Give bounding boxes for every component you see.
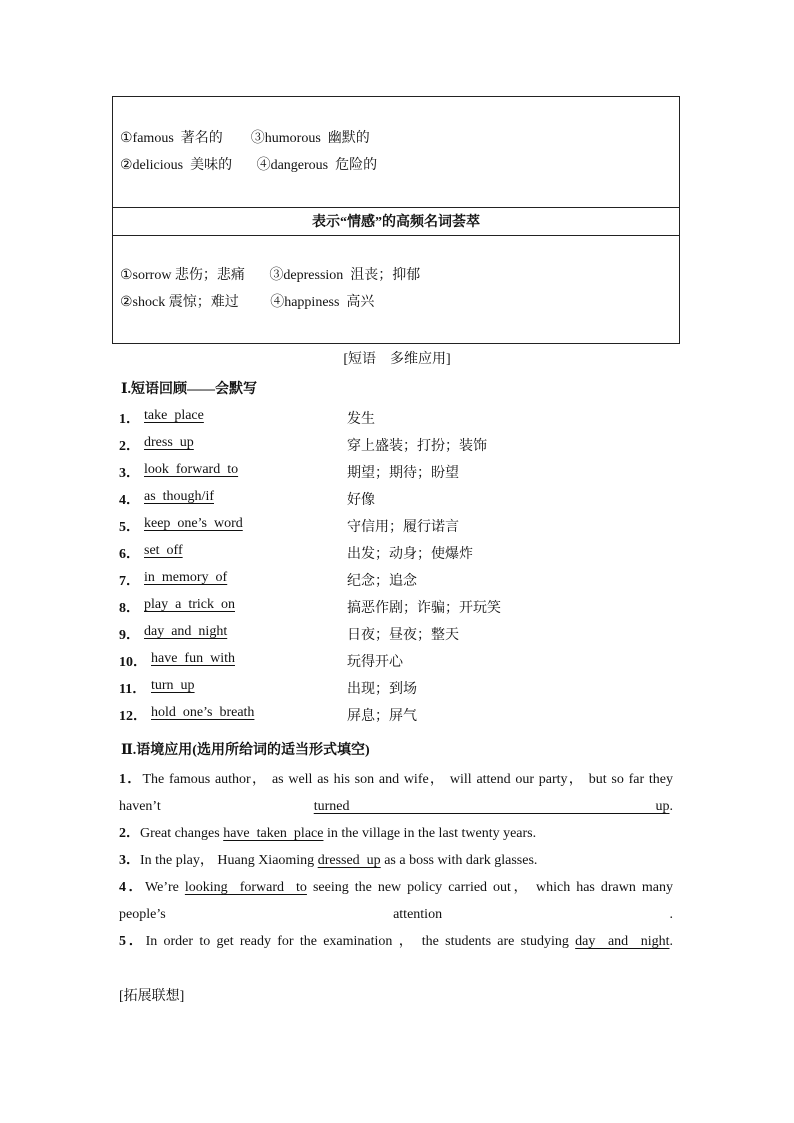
answer-blank: looking forward to	[184, 880, 307, 895]
phrase-number: 11．	[119, 682, 147, 697]
table-divider	[113, 207, 679, 208]
phrase-meaning: 搞恶作剧；诈骗；开玩笑	[347, 601, 501, 616]
expand-label: [拓展联想]	[119, 989, 185, 1004]
answer-blank: have taken place	[223, 826, 324, 841]
phrase-meaning: 玩得开心	[347, 655, 403, 670]
phrase-number: 10．	[119, 655, 147, 670]
phrase-answer: play a trick on	[144, 597, 235, 612]
phrase-number: 7．	[119, 574, 140, 589]
phrase-answer: day and night	[144, 624, 228, 639]
phrase-number: 3．	[119, 466, 140, 481]
emotion-nouns-heading: 表示“情感”的高频名词荟萃	[312, 215, 480, 230]
phrase-meaning: 纪念；追念	[347, 574, 417, 589]
phrase-answer: hold one’s breath	[151, 705, 255, 720]
part1-title: Ⅰ.短语回顾——会默写	[121, 382, 258, 397]
answer-blank: dressed up	[317, 853, 381, 868]
phrase-number: 5．	[119, 520, 140, 535]
phrase-number: 8．	[119, 601, 140, 616]
phrase-meaning: 好像	[347, 493, 375, 508]
phrase-meaning: 出现；到场	[347, 682, 417, 697]
answer-blank: turned up	[313, 799, 670, 814]
phrase-number: 12．	[119, 709, 147, 724]
phrase-meaning: 守信用；履行诺言	[347, 520, 459, 535]
adjectives-line-1: ①famous 著名的 ③humorous 幽默的	[120, 131, 370, 146]
phrase-answer: keep one’s word	[144, 516, 243, 531]
answer-blank: day and night	[575, 934, 670, 949]
sentence-4: 4．We’re looking forward to seeing the new policy carried out， which has drawn many people’s attention .	[119, 880, 673, 922]
phrase-meaning: 出发；动身；使爆炸	[347, 547, 473, 562]
part2-title: Ⅱ.语境应用(选用所给词的适当形式填空)	[121, 743, 370, 758]
phrase-number: 2．	[119, 439, 140, 454]
phrase-meaning: 日夜；昼夜；整天	[347, 628, 459, 643]
sentence-1: 1．The famous author， as well as his son and wife， will attend our party， but so far they haven’t turned up.	[119, 772, 673, 814]
vocabulary-table	[112, 96, 680, 344]
section-title: [短语 多维应用]	[343, 352, 451, 367]
phrase-answer: as though/if	[144, 489, 214, 504]
phrase-answer: set off	[144, 543, 183, 558]
sentence-2: 2．Great changes have taken place in the village in the last twenty years.	[119, 826, 537, 841]
phrase-answer: take place	[144, 408, 204, 423]
adjectives-line-2: ②delicious 美味的 ④dangerous 危险的	[120, 158, 378, 173]
phrase-number: 6．	[119, 547, 140, 562]
sentence-3: 3．In the play， Huang Xiaoming dressed up as a boss with dark glasses.	[119, 853, 538, 868]
phrase-answer: look forward to	[144, 462, 239, 477]
phrase-number: 4．	[119, 493, 140, 508]
phrase-answer: have fun with	[151, 651, 235, 666]
phrase-meaning: 期望；期待；盼望	[347, 466, 459, 481]
phrase-meaning: 发生	[347, 412, 375, 427]
nouns-line-1: ①sorrow 悲伤；悲痛 ③depression 沮丧；抑郁	[120, 268, 421, 283]
phrase-meaning: 穿上盛装；打扮；装饰	[347, 439, 487, 454]
phrase-answer: in memory of	[144, 570, 228, 585]
phrase-number: 9．	[119, 628, 140, 643]
phrase-answer: turn up	[151, 678, 195, 693]
nouns-line-2: ②shock 震惊；难过 ④happiness 高兴	[120, 295, 375, 310]
phrase-meaning: 屏息；屏气	[347, 709, 417, 724]
phrase-number: 1．	[119, 412, 140, 427]
phrase-answer: dress up	[144, 435, 194, 450]
sentence-5: 5．In order to get ready for the examination ， the students are studying day and night.	[119, 934, 673, 949]
table-divider	[113, 235, 679, 236]
